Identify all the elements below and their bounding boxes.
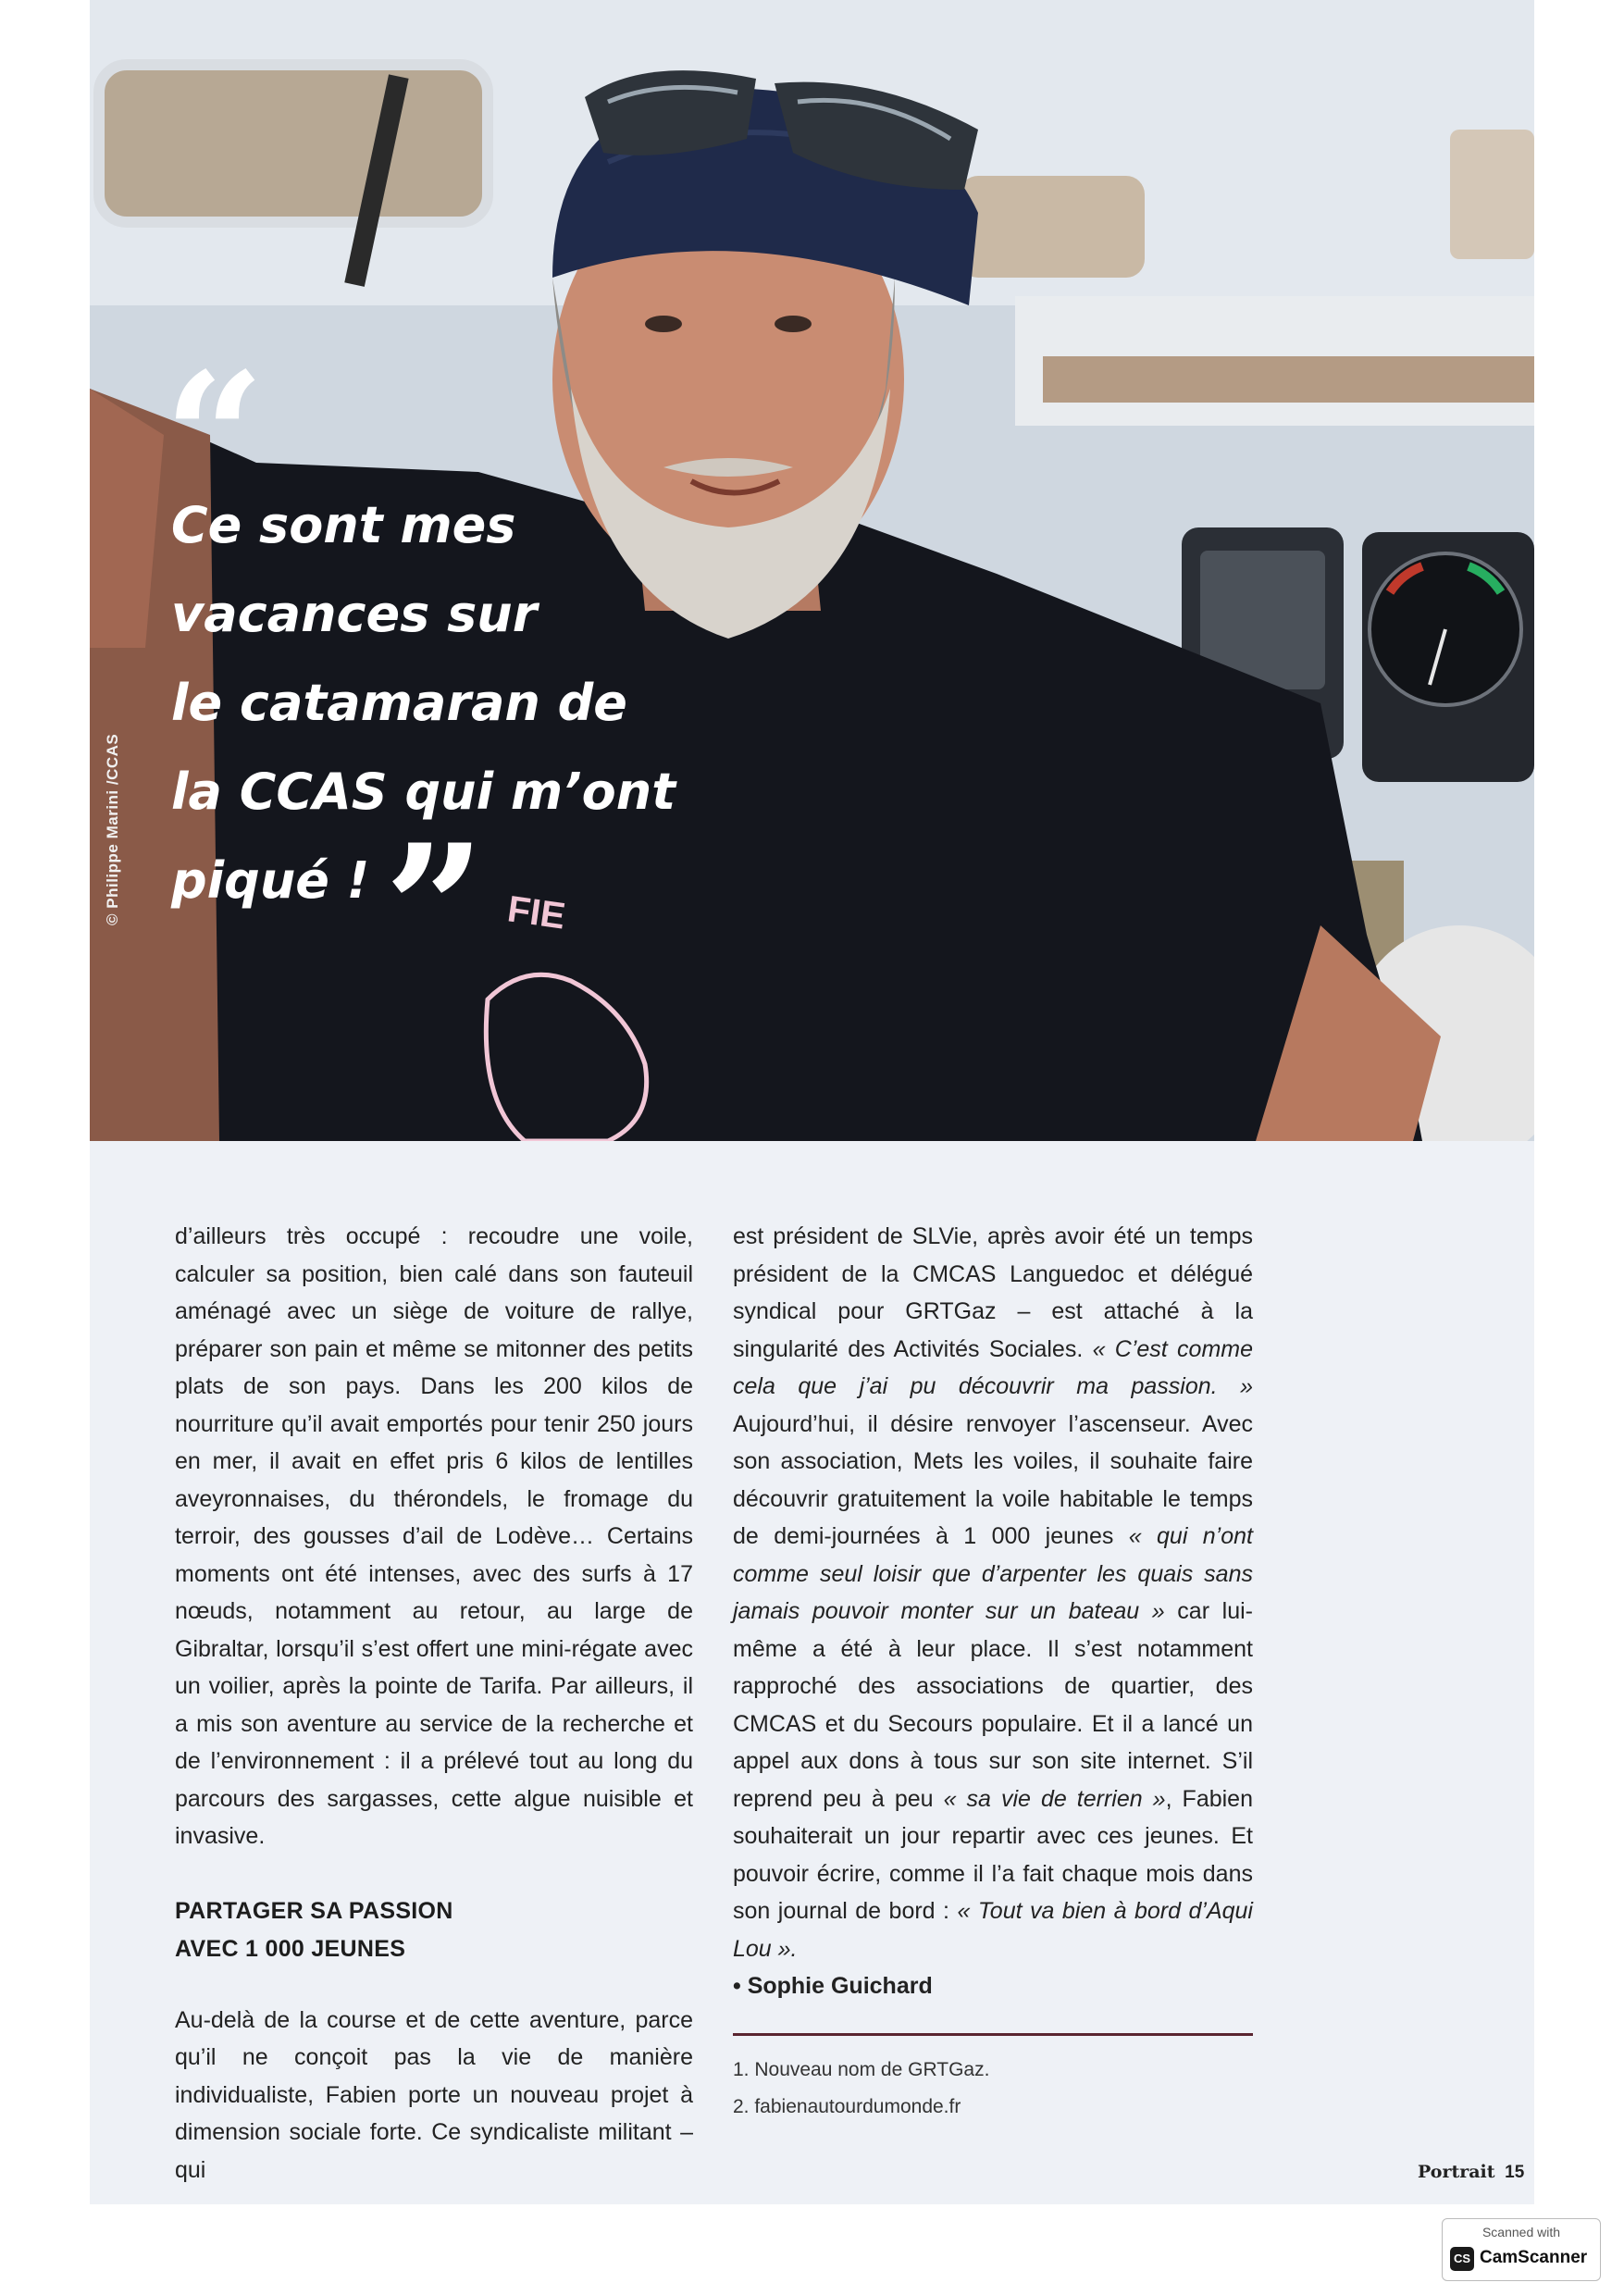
body-paragraph: d’ailleurs très occupé : recoudre une voile, calculer sa position, bien calé dans son fauteuil aménagé avec un siège de voiture de rallye, préparer son pain et même se mitonner des petits plats de son pays. Dans les 200 kilos de nourriture qu’il avait emportés pour tenir 250 jours en mer, il avait en effet pris 6 kilos de lentilles aveyronnaises, du thérondels, le fromage du terroir, des gousses d’ail de Lodève… Certains moments ont été intenses, avec des surfs à 17 nœuds, notamment au retour, au large de Gibraltar, lorsqu’il s’est offert une mini-régate avec un voilier, après la pointe de Tarifa. Par ailleurs, il a mis son aventure au service de la recherche et de l’environnement : il a prélevé tout au long du parcours des sargasses, cette algue nuisible et invasive. xyxy=(175,1223,693,1849)
article-column-right xyxy=(733,1218,1253,2005)
footnote-divider xyxy=(733,2033,1253,2036)
inline-quote: « Tout va bien à bord d’Aqui Lou ». xyxy=(733,1898,1253,1962)
body-text: est président de SLVie, après avoir été un temps président de la CMCAS Languedoc et délégué syndical pour GRTGaz – est attaché à la singularité des Activités Sociales. xyxy=(733,1223,1253,1362)
pull-quote-line: Ce sont mes xyxy=(171,496,516,554)
folio-section: Portrait xyxy=(1418,2162,1495,2182)
article-column-left xyxy=(175,1218,693,2189)
body-text: , Fabien souhaiterait un jour repartir avec ces jeunes. Et pouvoir écrire, comme il l’a fait chaque mois dans son journal de bord : xyxy=(733,1785,1253,1924)
inline-quote: « qui n’ont comme seul loisir que d’arpenter les quais sans jamais pouvoir monter sur un bateau » xyxy=(733,1523,1253,1624)
scanner-caption: Scanned with xyxy=(1481,2225,1561,2239)
open-quote-mark: “ xyxy=(164,334,266,540)
scanner-brand: CamScanner xyxy=(1480,2248,1588,2267)
author-signature: • Sophie Guichard xyxy=(733,1973,933,1999)
body-text: Aujourd’hui, il désire renvoyer l’ascenseur. Avec son association, Mets les voiles, il souhaite faire découvrir gratuitement la voile habitable le temps de demi-journées à 1 000 jeunes xyxy=(733,1410,1253,1549)
pull-quote-line: le catamaran de xyxy=(171,674,627,732)
magazine-page xyxy=(90,0,1534,2204)
folio-page-number: 15 xyxy=(1505,2163,1525,2182)
camscanner-watermark xyxy=(1442,2218,1601,2281)
section-heading-line: AVEC 1 000 JEUNES xyxy=(175,1935,406,1962)
body-paragraph: Au-delà de la course et de cette aventure, parce qu’il ne conçoit pas la vie de manière individualiste, Fabien porte un nouveau projet à dimension sociale forte. Ce syndicaliste militant – qui xyxy=(175,2006,693,2183)
inline-quote: « C’est comme cela que j’ai pu découvrir ma passion. » xyxy=(733,1335,1254,1399)
inline-quote: « sa vie de terrien » xyxy=(943,1785,1166,1812)
section-heading-line: PARTAGER SA PASSION xyxy=(175,1897,453,1924)
pull-quote-line: la CCAS qui m’ont xyxy=(171,763,676,821)
pull-quote-line: vacances sur xyxy=(171,585,538,643)
camscanner-logo-icon: CS xyxy=(1450,2247,1474,2271)
svg-text:FIE: FIE xyxy=(504,888,568,937)
photo-credit: © Philippe Marini /CCAS xyxy=(104,733,121,925)
footnote-link[interactable]: 2. fabienautourdumonde.fr xyxy=(733,2096,961,2117)
portrait-photo xyxy=(90,0,1534,1141)
section-heading xyxy=(175,1892,693,1968)
pull-quote-line: piqué ! xyxy=(171,851,370,910)
footnote: 1. Nouveau nom de GRTGaz. xyxy=(733,2059,990,2080)
close-quote-mark: ” xyxy=(384,806,486,1012)
page-folio xyxy=(1418,2162,1524,2183)
body-text: car lui-même a été à leur place. Il s’est notamment rapproché des associations de quartier, des CMCAS et du Secours populaire. Et il a lancé un appel aux dons à tous sur son site internet. S’il reprend peu à peu xyxy=(733,1598,1253,1812)
body-paragraph xyxy=(733,1218,1253,1967)
